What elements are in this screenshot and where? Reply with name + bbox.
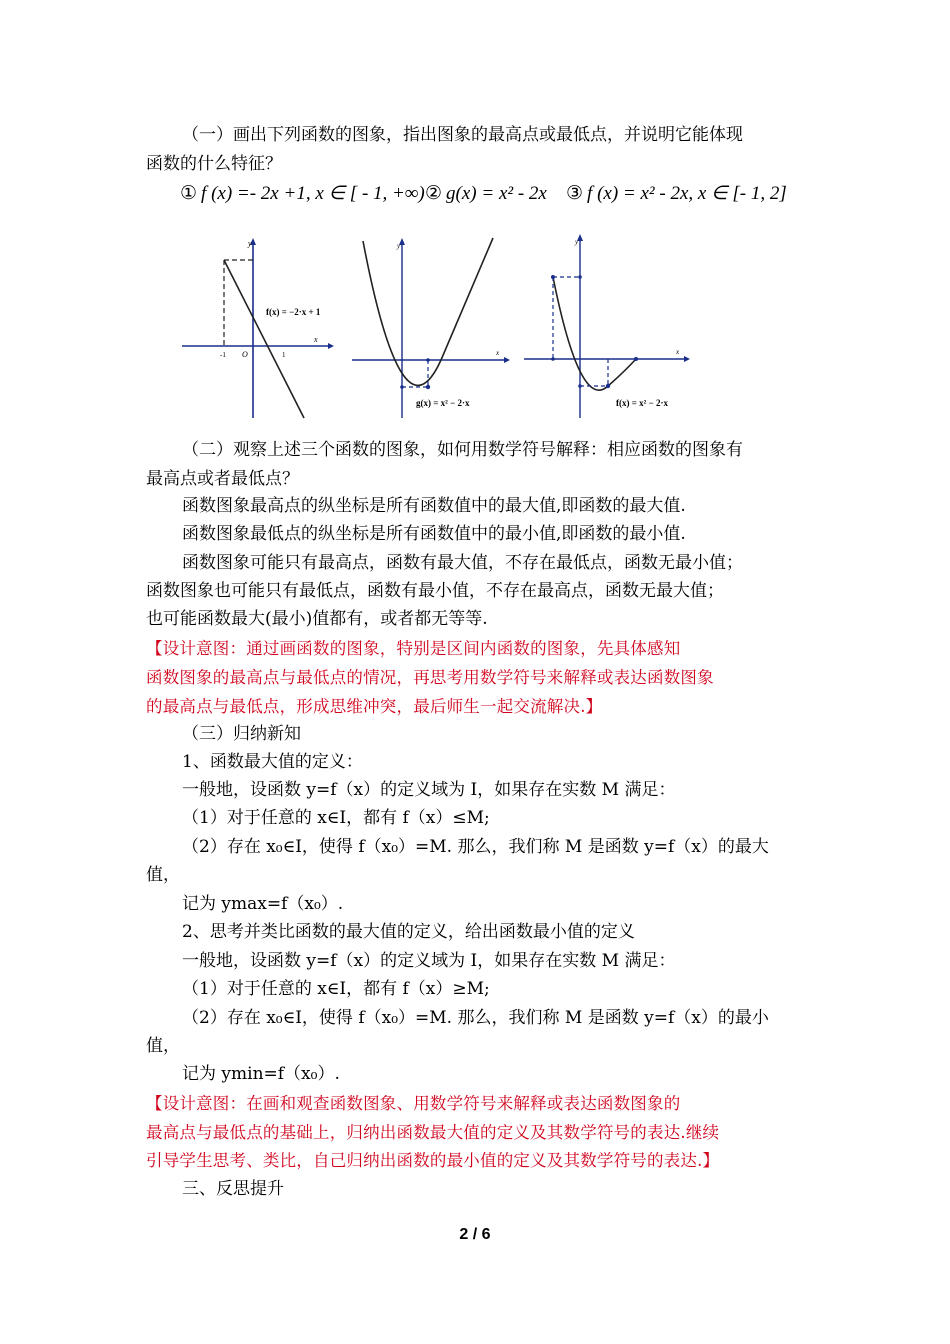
definition-1-line-4: 值， (146, 865, 180, 885)
graph-3-curve (553, 277, 636, 390)
graph-1-line (224, 260, 304, 418)
graph-3-y-point-bottom (578, 384, 582, 388)
definition-1-line-1: 一般地，设函数 y=f（x）的定义域为 I，如果存在实数 M 满足： (182, 780, 676, 800)
graph-1-origin: O (242, 350, 248, 359)
function-1-number: ① (180, 183, 198, 204)
design-2-line-3: 引导学生思考、类比，自己归纳出函数的最小值的定义及其数学符号的表达.】 (146, 1151, 720, 1170)
graph-1-x-arrow (328, 343, 334, 349)
graph-1-tick-neg: -1 (220, 351, 226, 359)
function-2-number: ② (425, 183, 443, 204)
graph-3-label: f(x) = x² − 2·x (616, 398, 668, 408)
section-3-title: （三）归纳新知 (182, 724, 301, 744)
definition-1-line-2: （1）对于任意的 x∈I，都有 f（x）≤M; (182, 808, 490, 828)
section-2-line-1: （二）观察上述三个函数的图象，如何用数学符号解释：相应函数的图象有 (182, 440, 743, 460)
graph-2-axis-point (426, 358, 430, 362)
graph-1-label: f(x) = −2·x + 1 (266, 307, 321, 317)
graph-3-x-arrow (684, 356, 690, 362)
function-1-expr: f (x) =- 2x +1, x ∈ [ - 1, +∞) (201, 183, 425, 204)
definition-2-line-3: （2）存在 x₀∈I，使得 f（x₀）=M. 那么，我们称 M 是函数 y=f（x）的最小 (182, 1008, 769, 1028)
design-1-line-1: 【设计意图：通过画函数的图象，特别是区间内函数的图象，先具体感知 (146, 639, 681, 658)
graph-2-label: g(x) = x² − 2·x (416, 398, 470, 408)
section-2-line-2: 最高点或者最低点？ (146, 469, 299, 489)
design-2-line-2: 最高点与最低点的基础上，归纳出函数最大值的定义及其数学符号的表达.继续 (146, 1123, 720, 1142)
section-2-line-3: 函数图象最高点的纵坐标是所有函数值中的最大值,即函数的最大值. (182, 496, 686, 516)
definition-1-line-5: 记为 ymax=f（x₀）. (182, 894, 344, 914)
section-2-line-7: 也可能函数最大(最小)值都有，或者都无等等. (146, 609, 488, 629)
graph-3-y-point-top (578, 275, 582, 279)
graph-2-x-arrow (504, 357, 510, 363)
graph-3-x-label: x (676, 348, 680, 356)
definition-2-line-1: 一般地，设函数 y=f（x）的定义域为 I，如果存在实数 M 满足： (182, 951, 676, 971)
page-number: 2 / 6 (459, 1226, 491, 1243)
graph-3-x-point-left (551, 357, 555, 361)
graph-1-y-label: y (248, 239, 252, 248)
function-1 (180, 182, 425, 205)
design-2-line-1: 【设计意图：在画和观查函数图象、用数学符号来解释或表达函数图象的 (146, 1094, 681, 1113)
function-2 (425, 182, 547, 205)
intro-line-1: （一）画出下列函数的图象，指出图象的最高点或最低点，并说明它能体现 (182, 125, 743, 145)
graph-2-y-point (400, 385, 404, 389)
graph-2-vertex-point (426, 385, 430, 389)
definition-1-line-3: （2）存在 x₀∈I，使得 f（x₀）=M. 那么，我们称 M 是函数 y=f（x）的最大 (182, 837, 769, 857)
intro-line-2: 函数的什么特征？ (146, 154, 282, 174)
definition-2-line-2: （1）对于任意的 x∈I，都有 f（x）≥M; (182, 979, 490, 999)
function-3-number: ③ (566, 183, 584, 204)
graph-1-tick-pos: 1 (282, 351, 286, 359)
function-2-expr: g(x) = x² - 2x (446, 183, 547, 204)
graph-3-endpoint-right (634, 357, 638, 361)
section-4-title: 三、反思提升 (182, 1179, 284, 1199)
graph-parabola (348, 236, 518, 422)
design-1-line-2: 函数图象的最高点与最低点的情况，再思考用数学符号来解释或表达函数图象 (146, 668, 714, 687)
graph-2-y-label: y (397, 242, 401, 250)
section-2-line-6: 函数图象也可能只有最低点，函数有最小值，不存在最高点，函数无最大值； (146, 581, 724, 601)
function-3 (566, 182, 787, 205)
section-2-line-4: 函数图象最低点的纵坐标是所有函数值中的最小值,即函数的最小值. (182, 524, 686, 544)
graph-3-vertex-point (606, 384, 610, 388)
definition-2-title: 2、思考并类比函数的最大值的定义，给出函数最小值的定义 (182, 922, 635, 942)
design-1-line-3: 的最高点与最低点，形成思维冲突，最后师生一起交流解决.】 (146, 697, 603, 716)
graph-parabola-segment (520, 232, 700, 422)
graph-3-endpoint-left (551, 275, 555, 279)
definition-1-title: 1、函数最大值的定义： (182, 752, 363, 772)
definition-2-line-5: 记为 ymin=f（x₀）. (182, 1064, 340, 1084)
definition-2-line-4: 值， (146, 1036, 180, 1056)
graph-3-y-label: y (575, 238, 579, 246)
section-2-line-5: 函数图象可能只有最高点，函数有最大值，不存在最低点，函数无最小值； (182, 553, 743, 573)
graph-linear (178, 236, 336, 422)
graph-1-x-label: x (314, 335, 318, 344)
graph-2-x-label: x (496, 349, 500, 357)
function-3-expr: f (x) = x² - 2x, x ∈ [- 1, 2] (587, 183, 787, 204)
